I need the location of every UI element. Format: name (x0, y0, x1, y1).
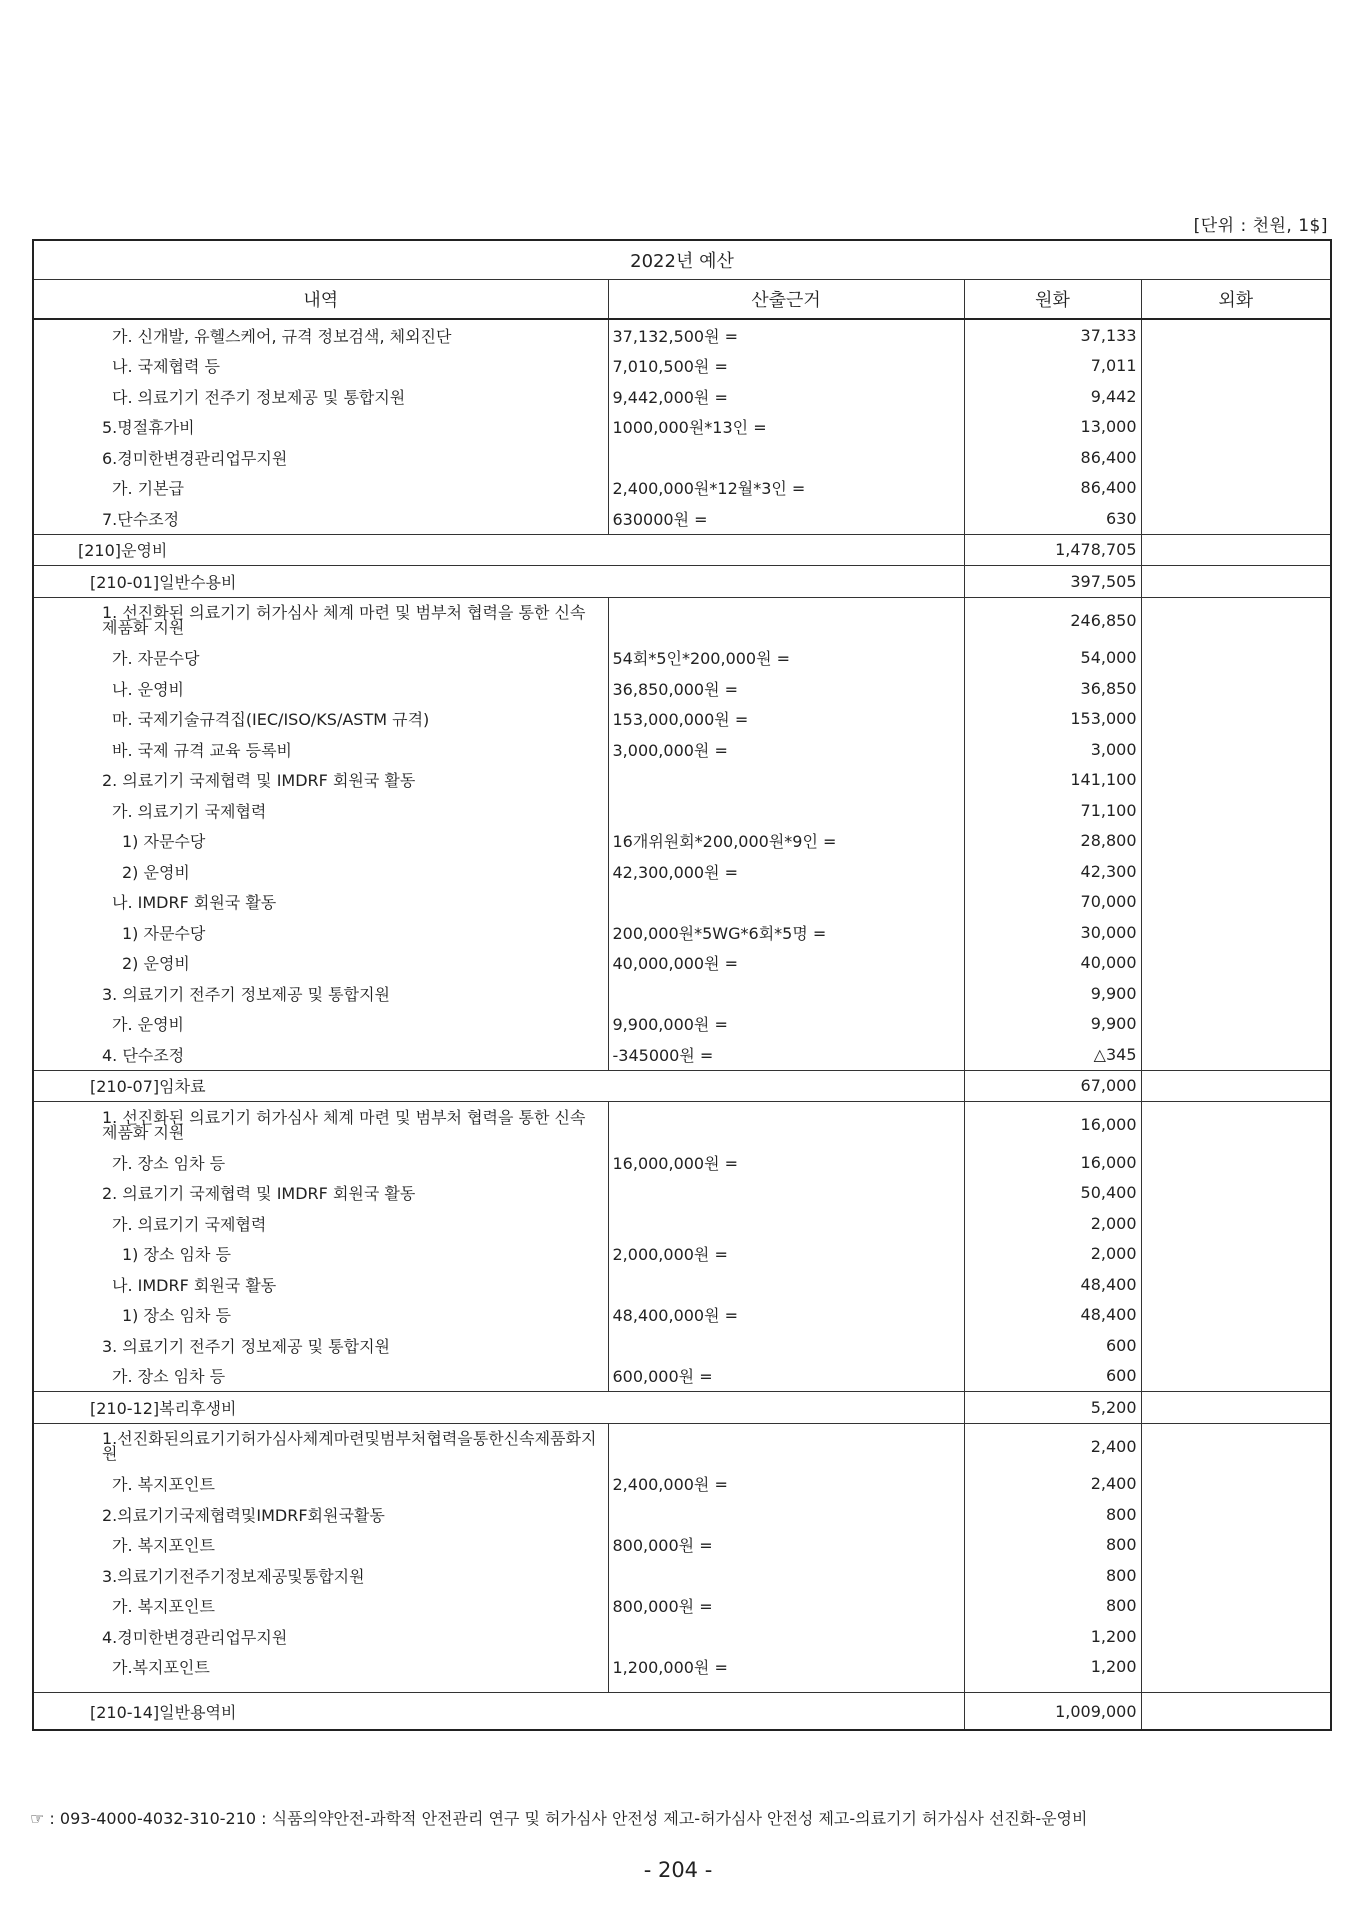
row-description: 바. 국제 규격 교육 등록비 (33, 734, 608, 765)
budget-table (32, 239, 1332, 1731)
row-foreign (1141, 597, 1331, 643)
table-row (33, 1039, 1331, 1070)
row-krw: 37,133 (964, 319, 1141, 351)
row-basis (608, 442, 964, 473)
row-description: 3. 의료기기 전주기 정보제공 및 통합지원 (33, 1330, 608, 1361)
table-row (33, 948, 1331, 979)
row-description: 1) 자문수당 (33, 826, 608, 857)
row-krw: 50,400 (964, 1178, 1141, 1209)
table-row (33, 856, 1331, 887)
table-row (33, 503, 1331, 534)
row-krw: 16,000 (964, 1147, 1141, 1178)
table-row (33, 887, 1331, 918)
row-foreign (1141, 1423, 1331, 1469)
row-krw: 7,011 (964, 351, 1141, 382)
row-description: 1. 선진화된 의료기기 허가심사 체계 마련 및 범부처 협력을 통한 신속 제품화 지원 (33, 1102, 608, 1148)
row-basis (608, 1178, 964, 1209)
row-krw: 86,400 (964, 473, 1141, 504)
row-basis: 40,000,000원 = (608, 948, 964, 979)
row-description: 나. IMDRF 회원국 활동 (33, 887, 608, 918)
row-description: 가. 의료기기 국제협력 (33, 795, 608, 826)
row-krw: 600 (964, 1361, 1141, 1392)
table-row (33, 1652, 1331, 1683)
row-foreign (1141, 1682, 1331, 1693)
row-basis: -345000원 = (608, 1039, 964, 1070)
row-description: [210]운영비 (33, 534, 964, 566)
row-description: 마. 국제기술규격집(IEC/ISO/KS/ASTM 규격) (33, 704, 608, 735)
row-description: [210-01]일반수용비 (33, 566, 964, 598)
row-description: 6.경미한변경관리업무지원 (33, 442, 608, 473)
row-description: 가. 복지포인트 (33, 1530, 608, 1561)
header-krw: 원화 (964, 280, 1141, 320)
row-basis: 7,010,500원 = (608, 351, 964, 382)
row-krw: 397,505 (964, 566, 1141, 598)
table-row (33, 643, 1331, 674)
row-basis (608, 1208, 964, 1239)
row-basis: 36,850,000원 = (608, 673, 964, 704)
table-row (33, 765, 1331, 796)
row-basis (608, 978, 964, 1009)
row-basis: 16개위원회*200,000원*9인 = (608, 826, 964, 857)
row-basis (608, 1682, 964, 1693)
row-basis (608, 887, 964, 918)
table-row (33, 1330, 1331, 1361)
row-description: 가. 장소 임차 등 (33, 1361, 608, 1392)
row-foreign (1141, 1330, 1331, 1361)
table-row (33, 1239, 1331, 1270)
table-row (33, 442, 1331, 473)
row-foreign (1141, 978, 1331, 1009)
table-row (33, 917, 1331, 948)
table-row (33, 597, 1331, 643)
header-basis: 산출근거 (608, 280, 964, 320)
row-basis: 2,400,000원*12월*3인 = (608, 473, 964, 504)
row-description: 1) 장소 임차 등 (33, 1239, 608, 1270)
row-foreign (1141, 1560, 1331, 1591)
row-description: [210-12]복리후생비 (33, 1392, 964, 1424)
table-row (33, 1102, 1331, 1148)
row-foreign (1141, 826, 1331, 857)
row-basis: 2,000,000원 = (608, 1239, 964, 1270)
table-row (33, 381, 1331, 412)
table-row (33, 1591, 1331, 1622)
table-row (33, 1361, 1331, 1392)
row-description: 가. 의료기기 국제협력 (33, 1208, 608, 1239)
row-foreign (1141, 765, 1331, 796)
row-basis: 9,442,000원 = (608, 381, 964, 412)
row-foreign (1141, 319, 1331, 351)
row-foreign (1141, 1499, 1331, 1530)
row-foreign (1141, 887, 1331, 918)
row-foreign (1141, 1469, 1331, 1500)
row-krw: △345 (964, 1039, 1141, 1070)
table-row (33, 1560, 1331, 1591)
row-krw: 5,200 (964, 1392, 1141, 1424)
row-krw: 2,000 (964, 1208, 1141, 1239)
table-row (33, 1423, 1331, 1469)
table-row (33, 1208, 1331, 1239)
table-row (33, 978, 1331, 1009)
table-row (33, 1392, 1331, 1424)
table-row (33, 1070, 1331, 1102)
row-foreign (1141, 1591, 1331, 1622)
row-basis: 3,000,000원 = (608, 734, 964, 765)
row-krw: 9,442 (964, 381, 1141, 412)
row-basis: 1000,000원*13인 = (608, 412, 964, 443)
row-krw: 2,400 (964, 1423, 1141, 1469)
row-foreign (1141, 1621, 1331, 1652)
row-description: 가. 복지포인트 (33, 1591, 608, 1622)
row-basis: 42,300,000원 = (608, 856, 964, 887)
page-number: - 204 - (643, 1858, 713, 1882)
row-description: 3. 의료기기 전주기 정보제공 및 통합지원 (33, 978, 608, 1009)
row-foreign (1141, 1269, 1331, 1300)
row-krw: 153,000 (964, 704, 1141, 735)
row-foreign (1141, 1693, 1331, 1731)
row-description: 7.단수조정 (33, 503, 608, 534)
table-row (33, 319, 1331, 351)
row-krw: 1,200 (964, 1621, 1141, 1652)
table-row (33, 1499, 1331, 1530)
unit-label: [단위 : 천원, 1$] (1193, 216, 1328, 236)
table-row (33, 566, 1331, 598)
row-basis: 2,400,000원 = (608, 1469, 964, 1500)
row-description: 가. 기본급 (33, 473, 608, 504)
table-row (33, 704, 1331, 735)
table-row (33, 1178, 1331, 1209)
row-foreign (1141, 673, 1331, 704)
row-foreign (1141, 503, 1331, 534)
row-basis (608, 765, 964, 796)
table-row (33, 1621, 1331, 1652)
row-basis (608, 795, 964, 826)
row-foreign (1141, 412, 1331, 443)
row-description: 1. 선진화된 의료기기 허가심사 체계 마련 및 범부처 협력을 통한 신속 제품화 지원 (33, 597, 608, 643)
row-krw: 86,400 (964, 442, 1141, 473)
row-description: 4. 단수조정 (33, 1039, 608, 1070)
row-basis: 54회*5인*200,000원 = (608, 643, 964, 674)
row-krw: 30,000 (964, 917, 1141, 948)
row-description: 1) 자문수당 (33, 917, 608, 948)
row-description (33, 1682, 608, 1693)
table-row (33, 1469, 1331, 1500)
row-basis: 630000원 = (608, 503, 964, 534)
header-description: 내역 (33, 280, 608, 320)
row-krw: 9,900 (964, 978, 1141, 1009)
row-foreign (1141, 734, 1331, 765)
row-foreign (1141, 1652, 1331, 1683)
row-description: 2. 의료기기 국제협력 및 IMDRF 회원국 활동 (33, 1178, 608, 1209)
row-basis: 200,000원*5WG*6회*5명 = (608, 917, 964, 948)
row-description: 나. 운영비 (33, 673, 608, 704)
table-row (33, 673, 1331, 704)
row-foreign (1141, 1392, 1331, 1424)
table-row (33, 1009, 1331, 1040)
row-foreign (1141, 1300, 1331, 1331)
row-foreign (1141, 704, 1331, 735)
row-foreign (1141, 1009, 1331, 1040)
table-body (33, 319, 1331, 1730)
row-krw (964, 1682, 1141, 1693)
row-krw: 40,000 (964, 948, 1141, 979)
row-krw: 28,800 (964, 826, 1141, 857)
footer-note: ☞ : 093-4000-4032-310-210 : 식품의약안전-과학적 안전관리 연구 및 허가심사 안전성 제고-허가심사 안전성 제고-의료기기 허가심사 선진화-운영비 (30, 1809, 1088, 1828)
row-foreign (1141, 1147, 1331, 1178)
row-description: 5.명절휴가비 (33, 412, 608, 443)
row-foreign (1141, 917, 1331, 948)
row-krw: 16,000 (964, 1102, 1141, 1148)
row-foreign (1141, 381, 1331, 412)
row-foreign (1141, 1530, 1331, 1561)
row-description: 2) 운영비 (33, 856, 608, 887)
row-krw: 9,900 (964, 1009, 1141, 1040)
row-description: 가. 장소 임차 등 (33, 1147, 608, 1178)
row-krw: 54,000 (964, 643, 1141, 674)
table-row (33, 1530, 1331, 1561)
row-basis: 1,200,000원 = (608, 1652, 964, 1683)
row-basis: 153,000,000원 = (608, 704, 964, 735)
row-foreign (1141, 856, 1331, 887)
row-krw: 800 (964, 1530, 1141, 1561)
table-row (33, 1300, 1331, 1331)
row-krw: 2,000 (964, 1239, 1141, 1270)
row-description: 4.경미한변경관리업무지원 (33, 1621, 608, 1652)
row-krw: 48,400 (964, 1269, 1141, 1300)
row-krw: 48,400 (964, 1300, 1141, 1331)
table-row (33, 473, 1331, 504)
row-krw: 71,100 (964, 795, 1141, 826)
table-row (33, 734, 1331, 765)
row-krw: 600 (964, 1330, 1141, 1361)
row-basis: 800,000원 = (608, 1591, 964, 1622)
row-foreign (1141, 1039, 1331, 1070)
row-basis (608, 597, 964, 643)
table-row (33, 1682, 1331, 1693)
row-basis: 16,000,000원 = (608, 1147, 964, 1178)
row-foreign (1141, 1208, 1331, 1239)
row-basis: 37,132,500원 = (608, 319, 964, 351)
row-description: 나. 국제협력 등 (33, 351, 608, 382)
row-basis (608, 1269, 964, 1300)
row-foreign (1141, 473, 1331, 504)
row-description: 2) 운영비 (33, 948, 608, 979)
row-description: 1) 장소 임차 등 (33, 1300, 608, 1331)
row-description: 다. 의료기기 전주기 정보제공 및 통합지원 (33, 381, 608, 412)
row-foreign (1141, 1070, 1331, 1102)
row-basis (608, 1499, 964, 1530)
row-krw: 1,478,705 (964, 534, 1141, 566)
table-row (33, 795, 1331, 826)
row-krw: 800 (964, 1560, 1141, 1591)
row-krw: 13,000 (964, 412, 1141, 443)
row-foreign (1141, 566, 1331, 598)
header-foreign: 외화 (1141, 280, 1331, 320)
row-description: 2.의료기기국제협력및IMDRF회원국활동 (33, 1499, 608, 1530)
row-foreign (1141, 1102, 1331, 1148)
row-description: 2. 의료기기 국제협력 및 IMDRF 회원국 활동 (33, 765, 608, 796)
row-basis: 600,000원 = (608, 1361, 964, 1392)
row-foreign (1141, 948, 1331, 979)
row-basis: 48,400,000원 = (608, 1300, 964, 1331)
row-foreign (1141, 795, 1331, 826)
row-krw: 42,300 (964, 856, 1141, 887)
row-krw: 67,000 (964, 1070, 1141, 1102)
row-krw: 1,200 (964, 1652, 1141, 1683)
row-description: 나. IMDRF 회원국 활동 (33, 1269, 608, 1300)
row-description: 가.복지포인트 (33, 1652, 608, 1683)
row-basis: 9,900,000원 = (608, 1009, 964, 1040)
table-row (33, 1269, 1331, 1300)
table-row (33, 826, 1331, 857)
table-title: 2022년 예산 (33, 240, 1331, 280)
table-row (33, 1693, 1331, 1731)
row-basis (608, 1423, 964, 1469)
row-description: [210-07]임차료 (33, 1070, 964, 1102)
row-krw: 70,000 (964, 887, 1141, 918)
row-basis (608, 1560, 964, 1591)
row-description: 가. 복지포인트 (33, 1469, 608, 1500)
row-description: 가. 자문수당 (33, 643, 608, 674)
table-row (33, 1147, 1331, 1178)
row-krw: 141,100 (964, 765, 1141, 796)
row-foreign (1141, 534, 1331, 566)
row-description: 가. 운영비 (33, 1009, 608, 1040)
row-description: 1.선진화된의료기기허가심사체계마련및범부처협력을통한신속제품화지원 (33, 1423, 608, 1469)
row-description: 가. 신개발, 유헬스케어, 규격 정보검색, 체외진단 (33, 319, 608, 351)
row-foreign (1141, 442, 1331, 473)
row-foreign (1141, 1178, 1331, 1209)
row-description: [210-14]일반용역비 (33, 1693, 964, 1731)
row-krw: 800 (964, 1591, 1141, 1622)
row-krw: 3,000 (964, 734, 1141, 765)
table-row (33, 534, 1331, 566)
table-row (33, 351, 1331, 382)
row-foreign (1141, 1361, 1331, 1392)
row-krw: 1,009,000 (964, 1693, 1141, 1731)
table-row (33, 412, 1331, 443)
row-foreign (1141, 643, 1331, 674)
row-foreign (1141, 351, 1331, 382)
row-krw: 800 (964, 1499, 1141, 1530)
row-krw: 36,850 (964, 673, 1141, 704)
row-basis (608, 1102, 964, 1148)
row-basis (608, 1330, 964, 1361)
row-basis: 800,000원 = (608, 1530, 964, 1561)
row-krw: 630 (964, 503, 1141, 534)
row-description: 3.의료기기전주기정보제공및통합지원 (33, 1560, 608, 1591)
row-krw: 2,400 (964, 1469, 1141, 1500)
row-foreign (1141, 1239, 1331, 1270)
row-basis (608, 1621, 964, 1652)
row-krw: 246,850 (964, 597, 1141, 643)
